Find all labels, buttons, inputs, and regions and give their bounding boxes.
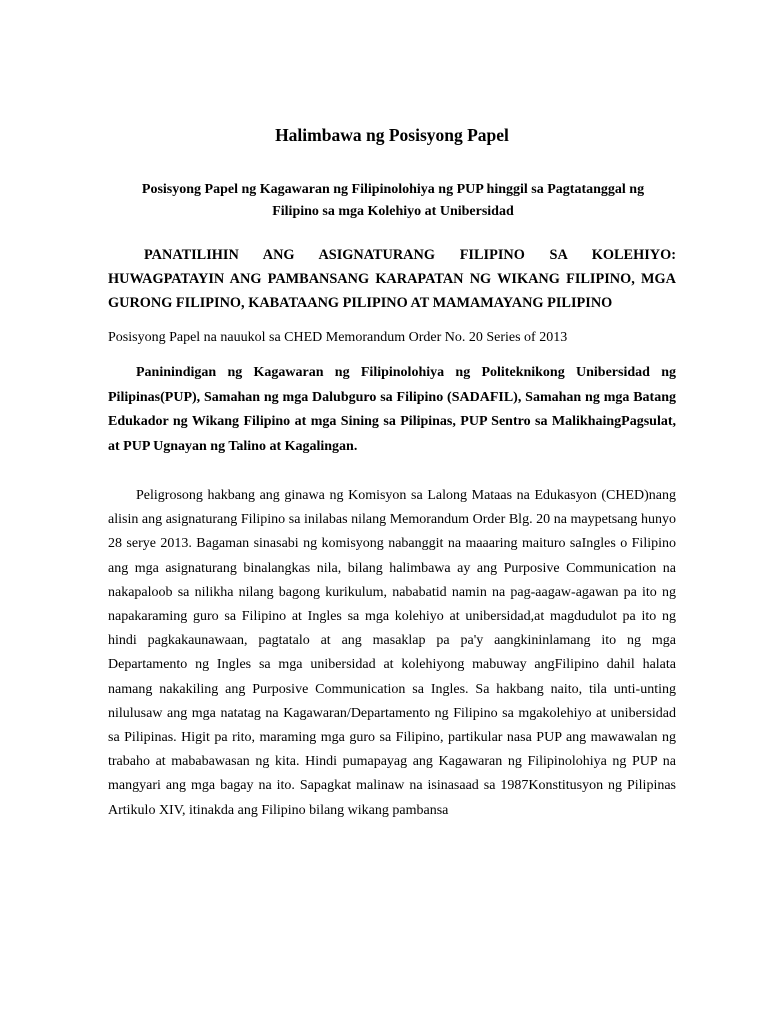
stance-paragraph: Paninindigan ng Kagawaran ng Filipinolohiya ng Politeknikong Unibersidad ng Pilipinas(PUP), Samahan ng mga Dalubguro sa Filipino (SADAFIL), Samahan ng mga Batang Edukador ng Wikang Filipino at mga Sining sa Pilipinas, PUP Sentro sa MalikhaingPagsulat, at PUP Ugnayan ng Talino at Kagalingan.: [108, 365, 676, 454]
document-subtitle: Posisyong Papel ng Kagawaran ng Filipinolohiya ng PUP hinggil sa Pagtatanggal ng Filipino sa mga Kolehiyo at Unibersidad: [141, 182, 645, 219]
position-heading: PANATILIHIN ANG ASIGNATURANG FILIPINO SA KOLEHIYO: HUWAGPATAYIN ANG PAMBANSANG KARAPATAN NG WIKANG FILIPINO, MGA GURONG FILIPINO, KABATAANG PILIPINO AT MAMAMAYANG PILIPINO: [108, 247, 676, 311]
body-paragraph: Peligrosong hakbang ang ginawa ng Komisyon sa Lalong Mataas na Edukasyon (CHED)nang alisin ang asignaturang Filipino sa inilabas nilang Memorandum Order Blg. 20 na maypetsang hunyo 28 serye 2013. Bagaman sinasabi ng komisyong nabanggit na maaaring maituro saIngles o Filipino ang mga asignaturang binalangkas nila, bilang halimbawa ay ang Purposive Communication na nakapaloob sa nilikha nilang bagong kurikulum, nababatid namin na pag-aagaw-agawan pa ito ng napakaraming guro sa Filipino at Ingles sa mga kolehiyo at unibersidad,at magdudulot pa ito ng hindi pagkakaunawaan, pagtatalo at ang masaklap pa pa'y aangkininlamang ito ng mga Departamento ng Ingles sa mga unibersidad at kolehiyong mabuway angFilipino dahil halata namang nakakiling ang Purposive Communication sa Ingles. Sa hakbang naito, tila unti-unting nilulusaw ang mga natatag na Kagawaran/Departamento ng Filipino sa mgakolehiyo at unibersidad sa Pilipinas. Higit pa rito, maraming mga guro sa Filipino, partikular nasa PUP ang mawawalan ng trabaho at mababawasan ng kita. Hindi pumapayag ang Kagawaran ng Filipinolohiya ng PUP na mangyari ang mga bagay na ito. Sapagkat malinaw na isinasaad sa 1987Konstitusyon ng Pilipinas Artikulo XIV, itinakda ang Filipino bilang wikang pambansa: [108, 488, 676, 818]
memo-reference: Posisyong Papel na nauukol sa CHED Memorandum Order No. 20 Series of 2013: [108, 330, 568, 345]
document-title: Halimbawa ng Posisyong Papel: [275, 125, 509, 145]
